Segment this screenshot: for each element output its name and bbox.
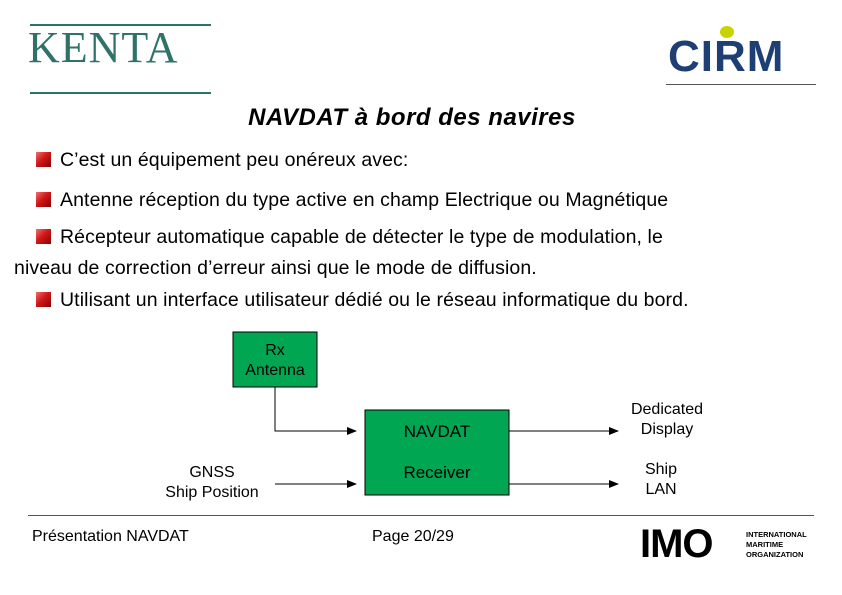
- ship-lan-line2: LAN: [645, 481, 677, 498]
- cirm-logo-text: CIRM: [668, 32, 785, 81]
- rx-antenna-label: [233, 341, 317, 381]
- slide-title: NAVDAT à bord des navires: [248, 104, 576, 131]
- dedicated-display-label: [612, 400, 722, 440]
- antenna-to-receiver-arrow: [275, 387, 356, 431]
- rx-antenna-line2: Antenna: [245, 362, 305, 379]
- bullet-text: Utilisant un interface utilisateur dédié ou le réseau informatique du bord.: [60, 289, 689, 311]
- bullet-text: Antenne réception du type active en champ Electrique ou Magnétique: [60, 189, 669, 211]
- receiver-label: Receiver: [403, 463, 471, 482]
- footer-page-number: Page 20/29: [372, 528, 454, 545]
- gnss-line1: GNSS: [189, 464, 235, 481]
- bullet-text-line2: niveau de correction d’erreur ainsi que le mode de diffusion.: [14, 257, 537, 279]
- rx-antenna-line1: Rx: [265, 342, 285, 359]
- footer-divider: [28, 515, 814, 516]
- navdat-label: NAVDAT: [403, 422, 471, 441]
- dedicated-display-line2: Display: [640, 421, 694, 438]
- bullet-text-line1: Récepteur automatique capable de détecter le type de modulation, le: [60, 226, 663, 248]
- imo-line-1: INTERNATIONAL: [746, 530, 807, 539]
- imo-line-3: ORGANIZATION: [746, 550, 804, 559]
- imo-line-2: MARITIME: [746, 540, 784, 549]
- kenta-logo-text: KENTA: [28, 23, 179, 72]
- bullet-text: C’est un équipement peu onéreux avec:: [60, 149, 409, 171]
- imo-logo-subtitle: [746, 530, 807, 560]
- footer-presentation-title: Présentation NAVDAT: [32, 528, 189, 545]
- ship-lan-line1: Ship: [644, 461, 678, 478]
- imo-logo: [640, 522, 815, 566]
- ship-lan-label: [620, 460, 702, 500]
- gnss-label: [150, 463, 274, 503]
- imo-logo-text: IMO: [640, 522, 713, 566]
- gnss-line2: Ship Position: [165, 484, 259, 501]
- dedicated-display-line1: Dedicated: [630, 401, 704, 418]
